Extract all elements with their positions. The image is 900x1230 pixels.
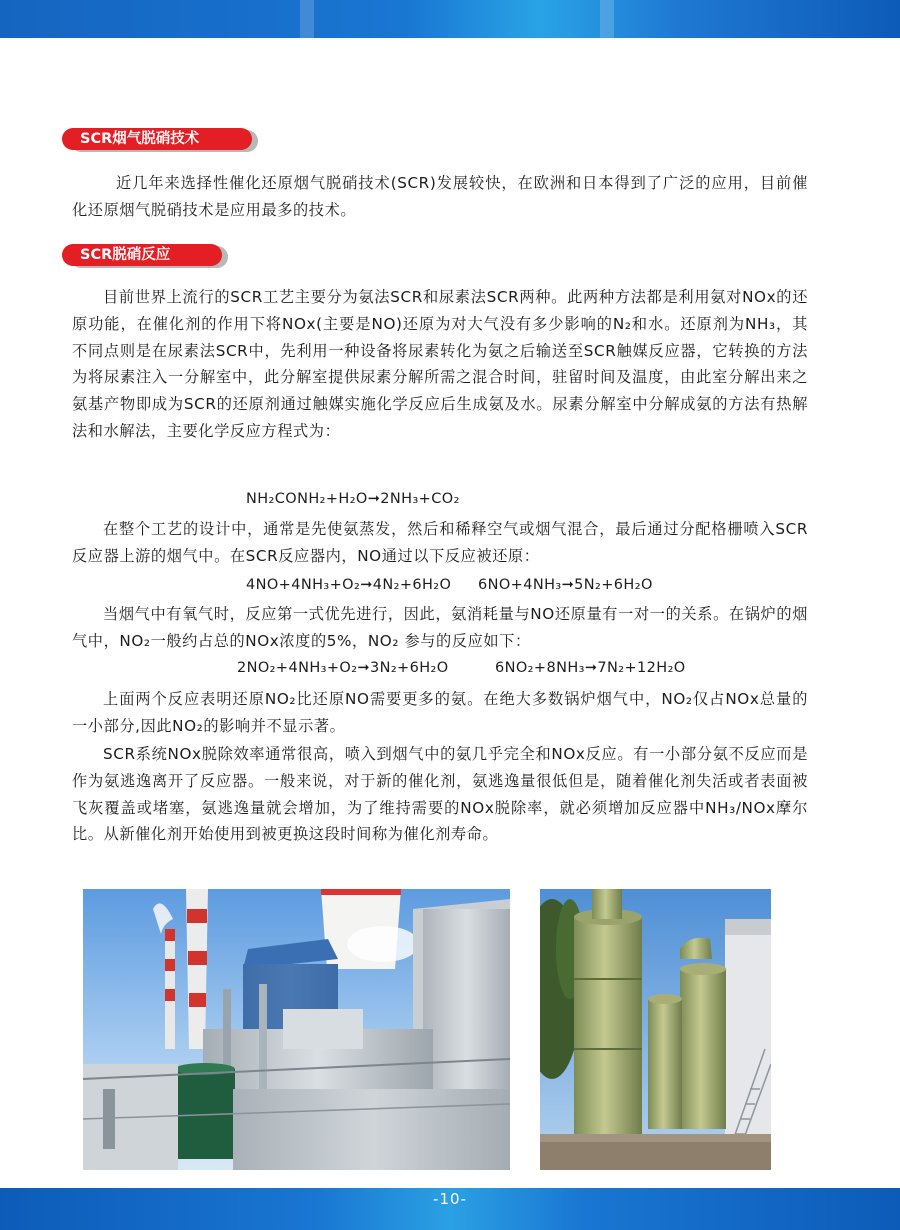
formula-no-reduction-1: 4NO+4NH₃+O₂➞4N₂+6H₂O (246, 577, 452, 593)
power-plant-scr-photo (83, 889, 510, 1170)
scrubber-towers-photo (540, 889, 771, 1170)
top-decorative-band (0, 0, 900, 38)
paragraph-text: 上面两个反应表明还原NO₂比还原NO需要更多的氨。在绝大多数锅炉烟气中，NO₂仅占NOx总量的一小部分,因此NO₂的影响并不显示著。 (72, 690, 808, 735)
formula-no2-reduction-2: 6NO₂+8NH₃➞7N₂+12H₂O (495, 660, 686, 676)
band-stripe (600, 0, 614, 38)
intro-paragraph: 近几年来选择性催化还原烟气脱硝技术(SCR)发展较快，在欧洲和日本得到了广泛的应用，目前催化还原烟气脱硝技术是应用最多的技术。 (72, 174, 808, 219)
chimney-middle (186, 889, 208, 1049)
formula-urea-hydrolysis: NH₂CONH₂+H₂O➞2NH₃+CO₂ (246, 491, 460, 507)
paragraph-text: 在整个工艺的设计中，通常是先使氨蒸发，然后和稀释空气或烟气混合，最后通过分配格栅喷入SCR反应器上游的烟气中。在SCR反应器内，NO通过以下反应被还原： (72, 520, 808, 565)
section-heading-text: SCR脱硝反应 (80, 247, 171, 263)
chimney-left (165, 929, 175, 1049)
main-frp-tower (574, 889, 642, 1137)
intro-paragraph-block (72, 170, 808, 224)
reaction-paragraph-3 (72, 601, 808, 655)
reaction-paragraph-5 (72, 741, 808, 848)
green-tank (175, 1063, 235, 1159)
section-heading-scr-reaction (62, 244, 222, 266)
paragraph-text: SCR系统NOx脱除效率通常很高，喷入到烟气中的氨几乎完全和NOx反应。有一小部分氨不反应而是作为氨逃逸离开了反应器。一般来说，对于新的催化剂，氨逃逸量很低但是，随着催化剂失活或者表面被飞灰覆盖或堵塞，氨逃逸量就会增加，为了维持需要的NOx脱除率，就必须增加反应器中NH₃/NOx摩尔比。从新催化剂开始使用到被更换这段时间称为催化剂寿命。 (72, 745, 808, 844)
reaction-paragraph-2 (72, 516, 808, 570)
formula-no2-reduction-1: 2NO₂+4NH₃+O₂➞3N₂+6H₂O (237, 660, 449, 676)
paragraph-text: 当烟气中有氧气时，反应第一式优先进行，因此，氨消耗量与NO还原量有一对一的关系。在锅炉的烟气中，NO₂一般约占总的NOx浓度的5%，NO₂ 参与的反应如下： (72, 605, 808, 650)
section-heading-text: SCR烟气脱硝技术 (80, 131, 200, 147)
reaction-paragraph-4 (72, 686, 808, 740)
section-heading-scr-technology (62, 128, 252, 150)
reaction-paragraph-1 (72, 284, 808, 445)
band-stripe (300, 0, 314, 38)
paragraph-text: 目前世界上流行的SCR工艺主要分为氨法SCR和尿素法SCR两种。此两种方法都是利用氨对NOx的还原功能，在催化剂的作用下将NOx(主要是NO)还原为对大气没有多少影响的N₂和水。还原剂为NH₃，其不同点则是在尿素法SCR中，先利用一种设备将尿素转化为氨之后输送至SCR触媒反应器，它转换的方法为将尿素注入一分解室中，此分解室提供尿素分解所需之混合时间，驻留时间及温度，由此室分解出来之氨基产物即成为SCR的还原剂通过触媒实施化学反应后生成氨及水。尿素分解室中分解成氨的方法有热解法和水解法，主要化学反应方程式为： (72, 288, 808, 440)
formula-no-reduction-2: 6NO+4NH₃➞5N₂+6H₂O (478, 577, 653, 593)
page-number: -10- (433, 1190, 467, 1208)
